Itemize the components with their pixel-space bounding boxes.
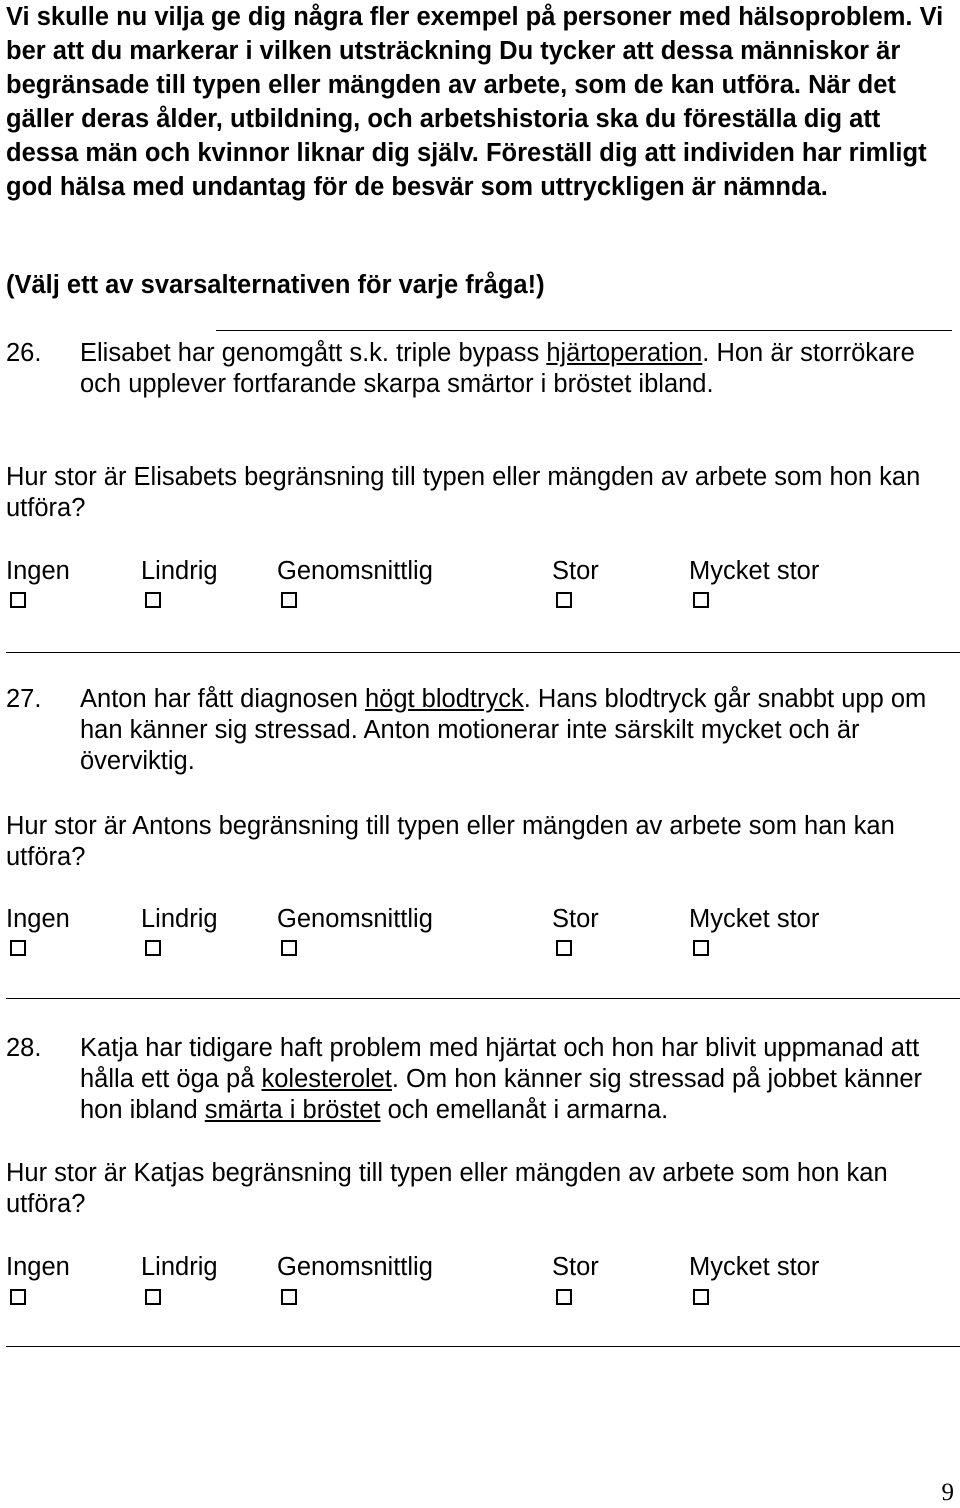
- scale-label: Lindrig: [141, 905, 218, 933]
- scale-label: Genomsnittlig: [277, 557, 433, 585]
- divider-2: [6, 652, 960, 653]
- checkbox-ingen[interactable]: [10, 1289, 26, 1305]
- scale-label: Ingen: [6, 1253, 70, 1281]
- scenario-text: . Om hon känner sig stressad på jobbet känner hon ibland: [80, 1065, 923, 1124]
- checkbox-mycket-stor[interactable]: [693, 1289, 709, 1305]
- scale-label: Lindrig: [141, 1253, 218, 1281]
- scenario-underlined: kolesterolet: [261, 1065, 392, 1093]
- scale-label: Mycket stor: [689, 905, 820, 933]
- checkbox-ingen[interactable]: [10, 592, 26, 608]
- scenario-text: Elisabet har genomgått s.k. triple bypass: [80, 339, 547, 367]
- scenario-text: Anton har fått diagnosen: [80, 685, 365, 713]
- question-prompt: Hur stor är Katjas begränsning till typen eller mängden av arbete som hon kan utföra?: [6, 1159, 888, 1218]
- checkbox-lindrig[interactable]: [145, 940, 161, 956]
- question-number: 27.: [6, 685, 42, 713]
- checkbox-genomsnittlig[interactable]: [281, 940, 297, 956]
- question-scenario: [80, 684, 950, 777]
- scale-label: Mycket stor: [689, 557, 820, 585]
- scenario-text: . Hon är storrökare och upplever fortfarande skarpa smärtor i bröstet ibland.: [80, 339, 915, 398]
- page-number: 9: [941, 1479, 954, 1506]
- question-prompt: Hur stor är Elisabets begränsning till typen eller mängden av arbete som hon kan utföra?: [6, 463, 921, 522]
- scenario-text: Katja har tidigare haft problem med hjärtat och hon har blivit uppmanad att hålla ett öga på: [80, 1034, 920, 1093]
- scale-label: Genomsnittlig: [277, 1253, 433, 1281]
- scale-label: Lindrig: [141, 557, 218, 585]
- scenario-text: och emellanåt i armarna.: [380, 1096, 669, 1124]
- scale-label: Ingen: [6, 905, 70, 933]
- intro-paragraph: [6, 0, 956, 204]
- checkbox-mycket-stor[interactable]: [693, 592, 709, 608]
- checkbox-stor[interactable]: [556, 940, 572, 956]
- question-scenario: [80, 338, 950, 400]
- checkbox-ingen[interactable]: [10, 940, 26, 956]
- checkbox-genomsnittlig[interactable]: [281, 1289, 297, 1305]
- checkbox-mycket-stor[interactable]: [693, 940, 709, 956]
- question-scenario: [80, 1033, 950, 1126]
- question-number: 28.: [6, 1034, 42, 1062]
- checkbox-lindrig[interactable]: [145, 1289, 161, 1305]
- checkbox-genomsnittlig[interactable]: [281, 592, 297, 608]
- scale-label: Stor: [552, 557, 599, 585]
- scale-label: Mycket stor: [689, 1253, 820, 1281]
- scenario-underlined: hjärtoperation: [546, 339, 703, 367]
- intro-instruction: (Välj ett av svarsalternativen för varje fråga!): [6, 271, 545, 299]
- question-number: 26.: [6, 339, 42, 367]
- divider-3: [6, 998, 960, 999]
- checkbox-stor[interactable]: [556, 1289, 572, 1305]
- scenario-text: . Hans blodtryck går snabbt upp om han känner sig stressad. Anton motionerar inte särskilt mycket och är överviktig.: [80, 685, 927, 775]
- scale-label: Genomsnittlig: [277, 905, 433, 933]
- scenario-underlined: högt blodtryck: [364, 685, 524, 713]
- scale-label: Stor: [552, 905, 599, 933]
- divider-1: [216, 330, 952, 331]
- checkbox-lindrig[interactable]: [145, 592, 161, 608]
- divider-4: [6, 1346, 960, 1347]
- checkbox-stor[interactable]: [556, 592, 572, 608]
- scale-label: Stor: [552, 1253, 599, 1281]
- intro-text: Vi skulle nu vilja ge dig några fler exempel på personer med hälsoproblem. Vi ber att du markerar i vilken utsträckning Du tycker att dessa människor är begränsade till typen eller mängden av arbete, som de kan utföra. När det gäller deras ålder, utbildning, och arbetshistoria ska du föreställa dig att dessa män och kvinnor liknar dig själv. Föreställ dig att individen har rimligt god hälsa med undantag för de besvär som uttryckligen är nämnda.: [6, 3, 944, 201]
- scenario-underlined: smärta i bröstet: [204, 1096, 381, 1124]
- scale-label: Ingen: [6, 557, 70, 585]
- question-prompt: Hur stor är Antons begränsning till typen eller mängden av arbete som han kan utföra?: [6, 812, 895, 871]
